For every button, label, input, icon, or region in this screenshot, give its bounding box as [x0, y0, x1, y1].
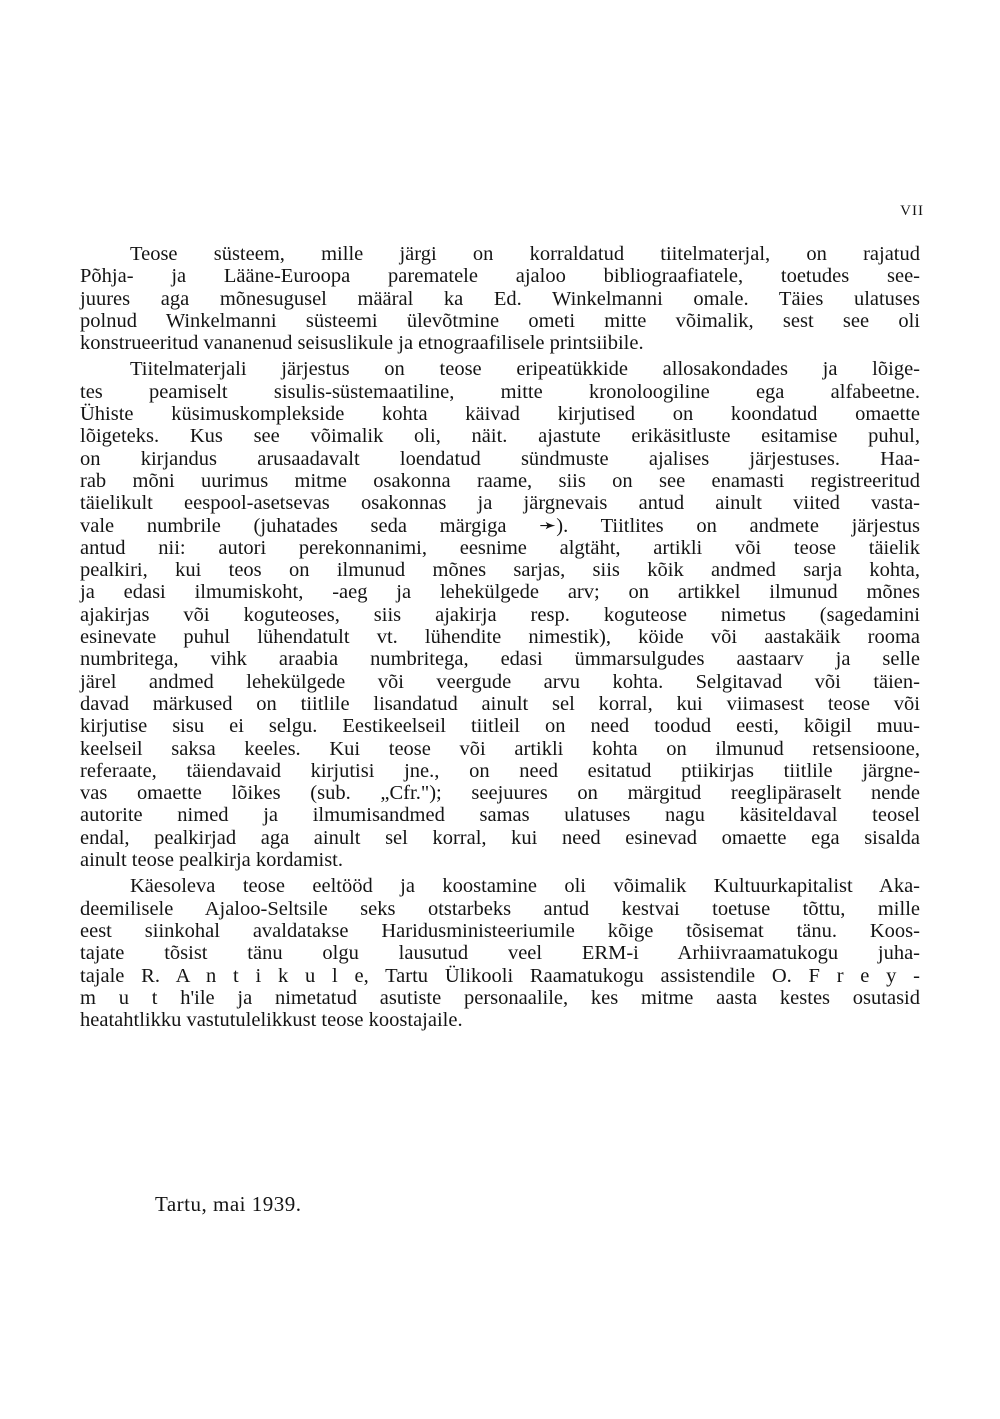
text-line: pealkiri, kui teos on ilmunud mõnes sarjas, siis kõik andmed sarja kohta, — [80, 559, 920, 582]
text-line: davad märkused on tiitlile lisandatud ainult sel korral, kui viimasest teose või — [80, 692, 920, 715]
paragraph-system — [80, 243, 920, 354]
text-line: endal, pealkirjad aga ainult sel korral, kui need esinevad omaette ega sisalda — [80, 826, 920, 849]
text-line: referaate, täiendavaid kirjutisi jne., on need esitatud ptiikirjas tiitlile järgne- — [80, 759, 920, 782]
text-line: autorite nimed ja ilmumisandmed samas ulatuses nagu käsiteldaval teosel — [80, 804, 920, 827]
page-number: VII — [900, 203, 924, 219]
text-line: järel andmed lehekülgede või veergude arvu kohta. Selgitavad või täien- — [80, 670, 920, 693]
text-line: Käesoleva teose eeltööd ja koostamine oli võimalik Kultuurkapitalist Aka- — [130, 875, 920, 898]
paragraph-acknowledgements — [80, 875, 920, 1031]
body-text — [80, 243, 920, 1031]
text-line: antud nii: autori perekonnanimi, eesnime algtäht, artikli või teose täielik — [80, 536, 920, 559]
text-line: on kirjandus arusaadavalt loendatud sündmuste ajalises järjestuses. Haa- — [80, 447, 920, 470]
text-line: Tiitelmaterjali järjestus on teose eripeatükkide allosakondades ja lõige- — [130, 358, 920, 381]
text-line: tajate tõsist tänu olgu lausutud veel ERM-i Arhiivraamatukogu juha- — [80, 942, 920, 965]
text-line: tes peamiselt sisulis-süstemaatiline, mitte kronoloogiline ega alfabeetne. — [80, 380, 920, 403]
text-line: kirjutise sisu ei selgu. Eestikeelseil tiitleil on need toodud eesti, kõigil muu- — [80, 715, 920, 738]
text-line: eest siinkohal avaldatakse Haridusministeeriumile kõige tõsisemat tänu. Koos- — [80, 919, 920, 942]
text-line: ajakirjas või koguteoses, siis ajakirja resp. koguteose nimetus (sagedamini — [80, 603, 920, 626]
text-line: lõigeteks. Kus see võimalik oli, näit. ajastute erikäsitluste esitamise puhul, — [80, 425, 920, 448]
text-line: deemilisele Ajaloo-Seltsile seks otstarbeks antud kestvai toetuse tõttu, mille — [80, 897, 920, 920]
text-line: m u t h'ile ja nimetatud asutiste personaalile, kes mitme aasta kestes osutasid — [80, 986, 920, 1009]
paragraph-ordering — [80, 358, 920, 871]
text-line: keelseil saksa keeles. Kui teose või artikli kohta on ilmunud retsensioone, — [80, 737, 920, 760]
text-line: rab mõni uurimus mitme osakonna raame, siis on see enamasti registreeritud — [80, 469, 920, 492]
text-line: täielikult eespool-asetsevas osakonnas ja järgnevais antud ainult viited vasta- — [80, 492, 920, 515]
text-line: polnud Winkelmanni süsteemi ülevõtmine ometi mitte võimalik, sest see oli — [80, 309, 920, 332]
text-line: vas omaette lõikes (sub. „Cfr."); seejuures on märgitud reeglipäraselt nende — [80, 782, 920, 805]
place-date-signoff: Tartu, mai 1939. — [155, 1192, 302, 1216]
text-line: numbritega, vihk araabia numbritega, edasi ümmarsulgudes aastaarv ja selle — [80, 648, 920, 671]
text-line: tajale R. A n t i k u l e, Tartu Ülikooli Raamatukogu assistendile O. F r e y - — [80, 964, 920, 987]
text-line: konstrueeritud vananenud seisuslikule ja etnograafilisele printsiibile. — [80, 332, 644, 355]
text-line: Põhja- ja Lääne-Euroopa parematele ajaloo bibliograafiatele, toetudes see- — [80, 265, 920, 288]
text-line: heatahtlikku vastutulelikkust teose koostajaile. — [80, 1009, 463, 1032]
text-line: Teose süsteem, mille järgi on korraldatud tiitelmaterjal, on rajatud — [130, 243, 920, 265]
text-line: vale numbrile (juhatades seda märgiga ➛). Tiitlites on andmete järjestus — [80, 514, 920, 537]
text-line: Ühiste küsimuskomplekside kohta käivad kirjutised on koondatud omaette — [80, 403, 920, 426]
text-line: juures aga mõnesugusel määral ka Ed. Winkelmanni omale. Täies ulatuses — [80, 287, 920, 310]
text-line: ainult teose pealkirja kordamist. — [80, 849, 344, 872]
text-line: ja edasi ilmumiskoht, -aeg ja lehekülgede arv; on artikkel ilmunud mõnes — [80, 581, 920, 604]
text-line: esinevate puhul lühendatult vt. lühendite nimestik), köide või aastakäik rooma — [80, 626, 920, 649]
